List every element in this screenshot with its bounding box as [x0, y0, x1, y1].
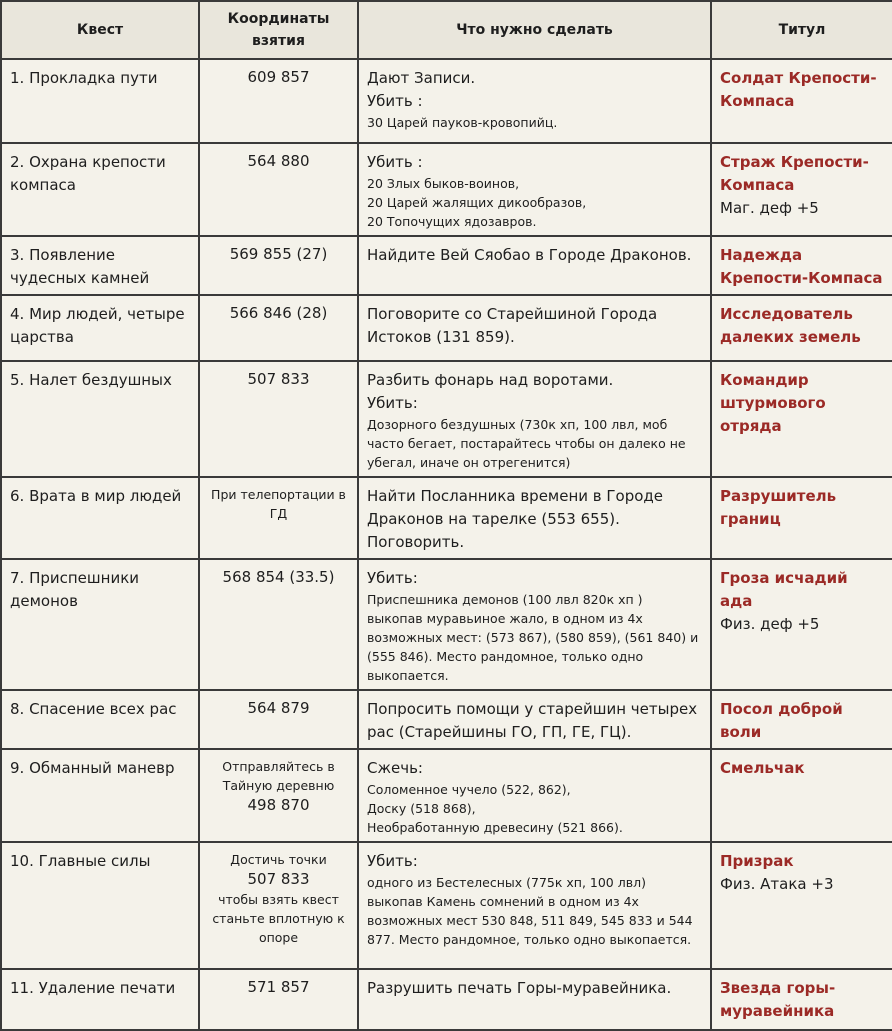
- quest-cell: 9. Обманный маневр: [1, 749, 199, 842]
- coords-value: 507 833: [247, 370, 310, 388]
- todo-text: Сжечь:: [367, 759, 423, 777]
- todo-cell: [358, 295, 711, 361]
- title-name: Командир штурмового отряда: [720, 371, 826, 435]
- title-cell: [711, 59, 892, 143]
- quest-cell: 11. Удаление печати: [1, 969, 199, 1030]
- todo-detail: одного из Бестелесных (775к хп, 100 лвл) выкопав Камень сомнений в одном из 4х возможных мест 530 848, 511 849, 545 833 и 544 877. Место рандомное, только одно выкопается.: [367, 875, 693, 947]
- coords-cell: [199, 690, 358, 749]
- todo-detail: 30 Царей пауков-кровопийц.: [367, 115, 558, 130]
- title-name: Исследователь далеких земель: [720, 305, 861, 346]
- title-cell: [711, 361, 892, 477]
- todo-detail: Приспешника демонов (100 лвл 820к хп ) выкопав муравьиное жало, в одном из 4х возможных мест: (573 867), (580 859), (561 840) и (555 846). Место рандомное, только одно выкопается.: [367, 592, 699, 683]
- coords-note: При телепортации в ГД: [211, 487, 346, 521]
- quest-cell: 10. Главные силы: [1, 842, 199, 969]
- title-name: Звезда горы-муравейника: [720, 979, 836, 1020]
- title-cell: [711, 236, 892, 295]
- title-name: Страж Крепости-Компаса: [720, 153, 869, 194]
- todo-text: Поговорить.: [367, 533, 465, 551]
- todo-cell: [358, 236, 711, 295]
- todo-text: Найдите Вей Сяобао в Городе Драконов.: [367, 246, 692, 264]
- title-name: Надежда Крепости-Компаса: [720, 246, 883, 287]
- coords-cell: [199, 236, 358, 295]
- quest-cell: 5. Налет бездушных: [1, 361, 199, 477]
- todo-text: Разбить фонарь над воротами.: [367, 371, 614, 389]
- coords-cell: [199, 749, 358, 842]
- todo-cell: [358, 477, 711, 559]
- table-row: [1, 143, 892, 236]
- title-name: Призрак: [720, 852, 794, 870]
- table-row: [1, 477, 892, 559]
- coords-value: 564 880: [247, 152, 310, 170]
- table-row: [1, 842, 892, 969]
- title-cell: [711, 143, 892, 236]
- coords-cell: [199, 361, 358, 477]
- quest-cell: 4. Мир людей, четыре царства: [1, 295, 199, 361]
- header-coords: Координаты взятия: [199, 1, 358, 59]
- header-title: Титул: [711, 1, 892, 59]
- todo-text: Дают Записи.: [367, 69, 476, 87]
- todo-text: Разрушить печать Горы-муравейника.: [367, 979, 672, 997]
- todo-cell: [358, 749, 711, 842]
- table-row: [1, 295, 892, 361]
- todo-cell: [358, 559, 711, 690]
- title-name: Гроза исчадий ада: [720, 569, 848, 610]
- title-cell: [711, 749, 892, 842]
- coords-value: 569 855 (27): [229, 245, 328, 263]
- quest-cell: 3. Появление чудесных камней: [1, 236, 199, 295]
- todo-text: Убить :: [367, 92, 423, 110]
- coords-cell: [199, 143, 358, 236]
- table-row: [1, 559, 892, 690]
- todo-detail: Соломенное чучело (522, 862),: [367, 782, 571, 797]
- title-name: Посол доброй воли: [720, 700, 843, 741]
- table-row: [1, 361, 892, 477]
- coords-value: 609 857: [247, 68, 310, 86]
- table-row: [1, 59, 892, 143]
- todo-text: Попросить помощи у старейшин четырех рас (Старейшины ГО, ГП, ГЕ, ГЦ).: [367, 700, 698, 741]
- coords-cell: [199, 477, 358, 559]
- table-row: [1, 749, 892, 842]
- coords-cell: [199, 559, 358, 690]
- title-cell: [711, 690, 892, 749]
- coords-value: 564 879: [247, 699, 310, 717]
- todo-cell: [358, 59, 711, 143]
- todo-text: Найти Посланника времени в Городе Драконов на тарелке (553 655).: [367, 487, 664, 528]
- coords-value: 566 846 (28): [229, 304, 328, 322]
- coords-cell: [199, 59, 358, 143]
- todo-cell: [358, 361, 711, 477]
- table-row: [1, 236, 892, 295]
- title-bonus: Физ. Атака +3: [720, 875, 834, 893]
- todo-text: Убить :: [367, 153, 423, 171]
- title-cell: [711, 842, 892, 969]
- todo-detail: 20 Топочущих ядозавров.: [367, 214, 537, 229]
- coords-note: Отправляйтесь в Тайную деревню: [222, 759, 335, 793]
- todo-text: Поговорите со Старейшиной Города Истоков (131 859).: [367, 305, 658, 346]
- coords-cell: [199, 842, 358, 969]
- todo-detail: Доску (518 868),: [367, 801, 476, 816]
- header-quest: Квест: [1, 1, 199, 59]
- todo-text: Убить:: [367, 852, 418, 870]
- coords-value: 498 870: [247, 796, 310, 814]
- todo-detail: 20 Царей жалящих дикообразов,: [367, 195, 587, 210]
- todo-cell: [358, 690, 711, 749]
- todo-detail: Необработанную древесину (521 866).: [367, 820, 623, 835]
- coords-cell: [199, 295, 358, 361]
- todo-detail: Дозорного бездушных (730к хп, 100 лвл, моб часто бегает, постарайтесь чтобы он далеко не убегал, иначе он отрегенится): [367, 417, 686, 470]
- todo-detail: 20 Злых быков-воинов,: [367, 176, 520, 191]
- coords-note: чтобы взять квест станьте вплотную к опоре: [212, 892, 345, 945]
- title-name: Солдат Крепости-Компаса: [720, 69, 877, 110]
- coords-value: 571 857: [247, 978, 310, 996]
- quest-cell: 6. Врата в мир людей: [1, 477, 199, 559]
- title-name: Смельчак: [720, 759, 805, 777]
- header-todo: Что нужно сделать: [358, 1, 711, 59]
- coords-value: 568 854 (33.5): [222, 568, 335, 586]
- todo-cell: [358, 143, 711, 236]
- title-cell: [711, 477, 892, 559]
- title-bonus: Физ. деф +5: [720, 615, 820, 633]
- quest-cell: 7. Приспешники демонов: [1, 559, 199, 690]
- table-row: [1, 690, 892, 749]
- title-cell: [711, 559, 892, 690]
- quest-cell: 1. Прокладка пути: [1, 59, 199, 143]
- title-cell: [711, 295, 892, 361]
- title-bonus: Маг. деф +5: [720, 199, 819, 217]
- quest-cell: 8. Спасение всех рас: [1, 690, 199, 749]
- todo-cell: [358, 842, 711, 969]
- coords-note: Достичь точки: [230, 852, 327, 867]
- todo-text: Убить:: [367, 394, 418, 412]
- coords-value: 507 833: [247, 870, 310, 888]
- title-name: Разрушитель границ: [720, 487, 837, 528]
- quest-cell: 2. Охрана крепости компаса: [1, 143, 199, 236]
- todo-text: Убить:: [367, 569, 418, 587]
